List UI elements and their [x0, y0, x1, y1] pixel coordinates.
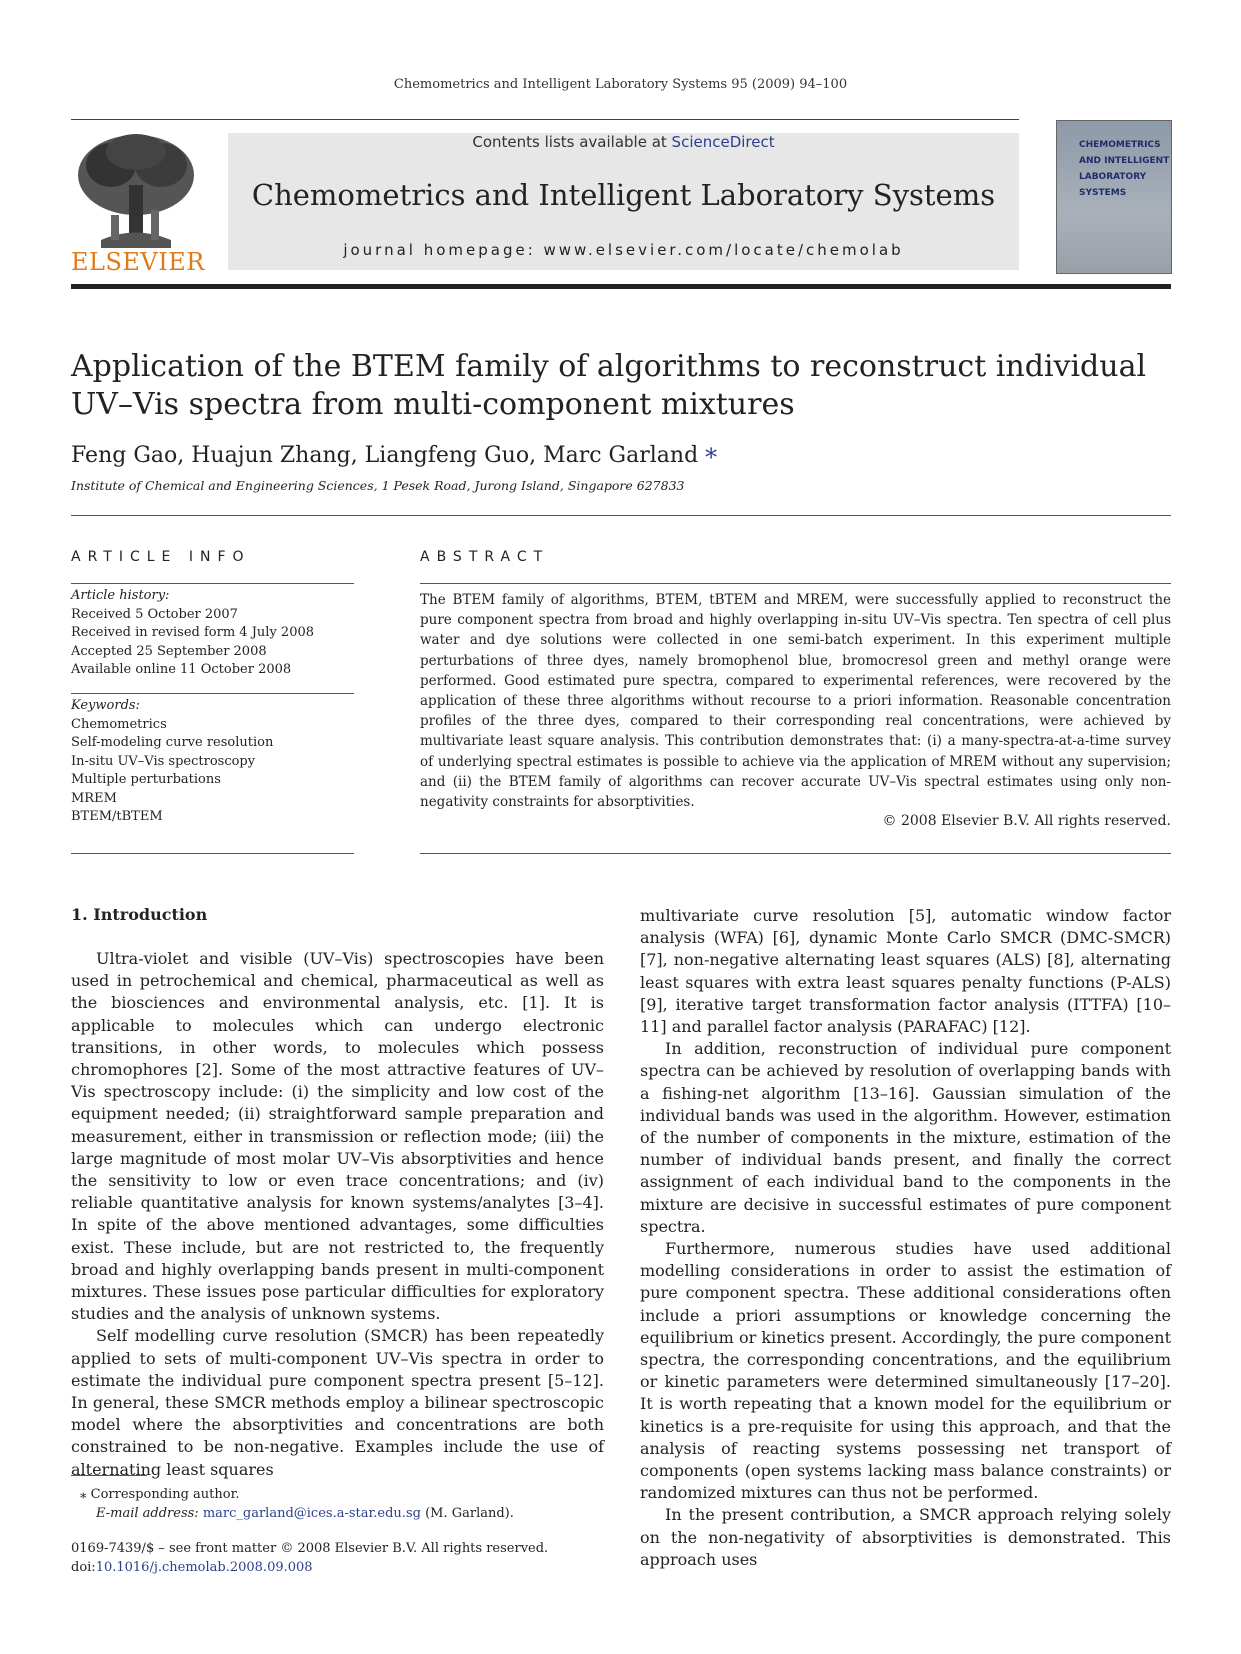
paragraph: multivariate curve resolution [5], automatic window factor analysis (WFA) [6], dynamic Monte Carlo SMCR (DMC-SMCR) [7], non-negative alternating least squares (ALS) [8], alternating least squares with extra least squares penalty functions (P-ALS) [9], iterative target transformation factor analysis (ITTFA) [10–11] and parallel factor analysis (PARAFAC) [12]. [640, 906, 1171, 1037]
cover-line: CHEMOMETRICS [1079, 140, 1161, 150]
article-history [71, 587, 354, 680]
affiliation: Institute of Chemical and Engineering Sciences, 1 Pesek Road, Jurong Island, Singapore 627833 [71, 478, 685, 493]
divider [71, 515, 1171, 516]
keywords-label: Keywords: [71, 698, 140, 713]
doi-line: doi:10.1016/j.chemolab.2008.09.008 [71, 1560, 313, 1575]
email-link[interactable]: marc_garland@ices.a-star.edu.sg [202, 1506, 421, 1521]
header-thick-rule [71, 284, 1171, 289]
cover-line: LABORATORY [1079, 172, 1147, 182]
paragraph: Self modelling curve resolution (SMCR) has been repeatedly applied to sets of multi-component UV–Vis spectra in order to estimate the individual pure component spectra present [5–12]. In general, these SMCR methods employ a bilinear spectroscopic model where the absorptivities and concentrations are both constrained to be non-negative. Examples include the use of alternating least squares [71, 1326, 604, 1479]
cover-line: AND INTELLIGENT [1079, 156, 1170, 166]
publisher-name: ELSEVIER [71, 248, 205, 276]
article-title: Application of the BTEM family of algorithms to reconstruct individual UV–Vis spectra from multi-component mixtures [71, 349, 1147, 422]
divider [420, 853, 1171, 854]
email-line: E-mail address: marc_garland@ices.a-star.edu.sg (M. Garland). [96, 1506, 514, 1521]
abstract-copyright: © 2008 Elsevier B.V. All rights reserved. [882, 813, 1171, 829]
divider [71, 693, 354, 694]
journal-banner [228, 133, 1019, 270]
paragraph: Furthermore, numerous studies have used additional modelling considerations in order to assist the estimation of pure component spectra. These additional considerations often include a priori assumptions or knowledge concerning the equilibrium or kinetics present. Accordingly, the pure component spectra, the corresponding concentrations, and the equilibrium or kinetic parameters were determined simultaneously [17–20]. It is worth repeating that a known model for the equilibrium or kinetics is a pre-requisite for using this approach, and that the analysis of reacting systems possessing net transport of components (open systems lacking mass balance constraints) or randomized mixtures can thus not be performed. [640, 1239, 1171, 1503]
keyword: Chemometrics [71, 716, 167, 732]
author-list: Feng Gao, Huajun Zhang, Liangfeng Guo, Marc Garland ⁎ [71, 436, 718, 468]
divider [71, 853, 354, 854]
corresponding-author-mark[interactable]: ⁎ [705, 436, 718, 464]
right-column [640, 905, 1171, 1571]
journal-cover-image [1056, 120, 1172, 274]
abstract-text: The BTEM family of algorithms, BTEM, tBTEM and MREM, were successfully applied to reconstruct the pure component spectra from broad and highly overlapping in-situ UV–Vis spectra. Ten spectra of cell plus water and dye solutions were collected in one semi-batch experiment. In this experiment multiple perturbations of three dyes, namely bromophenol blue, bromocresol green and methyl orange were performed. Good estimated pure spectra, compared to experimental references, were recovered by the application of these three algorithms without recourse to a priori information. Reasonable concentration profiles of the three dyes, compared to their corresponding real concentrations, were achieved by multivariate least square analysis. This contribution demonstrates that: (i) a many-spectra-at-a-time survey of underlying spectral estimates is possible to achieve via the application of MREM without any supervision; and (ii) the BTEM family of algorithms can recover accurate UV–Vis spectral estimates using only non-negativity constraints for absorptivities. [420, 592, 1171, 811]
paragraph: In addition, reconstruction of individual pure component spectra can be achieved by resolution of overlapping bands with a fishing-net algorithm [13–16]. Gaussian simulation of the individual bands was used in the algorithm. However, estimation of the number of components in the mixture, estimation of the number of individual bands present, and finally the correct assignment of each individual band to the components in the mixture are decisive in successful estimates of pure component spectra. [640, 1039, 1171, 1236]
keyword: BTEM/tBTEM [71, 809, 163, 824]
history-item: Accepted 25 September 2008 [71, 643, 267, 659]
paragraph: Ultra-violet and visible (UV–Vis) spectroscopies have been used in petrochemical and chemical, pharmaceutical as well as the biosciences and environmental analysis, etc. [1]. It is applicable to molecules which can undergo electronic transitions, in other words, to molecules which possess chromophores [2]. Some of the most attractive features of UV–Vis spectroscopy include: (i) the simplicity and low cost of the equipment needed; (ii) straightforward sample preparation and measurement, either in transmission or reflection mode; (iii) the large magnitude of most molar UV–Vis absorptivities and hence the sensitivity to low or even trace concentrations; and (iv) reliable quantitative analysis for known systems/analytes [3–4]. In spite of the above mentioned advantages, some difficulties exist. These include, but are not restricted to, the frequently broad and highly overlapping bands present in multi-component mixtures. These issues pose particular difficulties for exploratory studies and the analysis of unknown systems. [71, 949, 604, 1324]
divider [71, 583, 354, 584]
cover-line: SYSTEMS [1079, 188, 1127, 198]
sciencedirect-link[interactable]: ScienceDirect [671, 133, 775, 151]
footnote-rule [71, 1475, 147, 1476]
front-matter: 0169-7439/$ – see front matter © 2008 Elsevier B.V. All rights reserved. doi:10.1016/j.chemolab.2008.09.008 [71, 1539, 631, 1577]
running-head: Chemometrics and Intelligent Laboratory Systems 95 (2009) 94–100 [393, 77, 848, 92]
contents-line: Contents lists available at ScienceDirect [472, 133, 775, 151]
footnote-corresponding: ⁎ Corresponding author. E-mail address: marc_garland@ices.a-star.edu.sg (M. Garland). [80, 1485, 600, 1523]
journal-homepage[interactable]: journal homepage: www.elsevier.com/locate/chemolab [343, 241, 904, 259]
history-item: Available online 11 October 2008 [71, 662, 292, 677]
keyword: Self-modeling curve resolution [71, 735, 274, 750]
section-heading: 1. Introduction [71, 905, 208, 924]
history-item: Received 5 October 2007 [71, 606, 238, 622]
keyword: In-situ UV–Vis spectroscopy [71, 753, 256, 769]
article-info-heading: ARTICLE INFO [71, 549, 251, 565]
history-item: Received in revised form 4 July 2008 [71, 625, 315, 640]
journal-title: Chemometrics and Intelligent Laboratory Systems [251, 178, 996, 212]
keywords [71, 697, 354, 827]
keyword: Multiple perturbations [71, 772, 221, 787]
divider [420, 583, 1171, 584]
doi-link[interactable]: 10.1016/j.chemolab.2008.09.008 [95, 1560, 313, 1575]
history-label: Article history: [71, 588, 170, 603]
abstract-heading: ABSTRACT [420, 549, 550, 565]
elsevier-logo [71, 130, 205, 276]
left-column [71, 948, 604, 1481]
header-rule [71, 119, 1019, 120]
keyword: MREM [71, 790, 117, 806]
paragraph: In the present contribution, a SMCR approach relying solely on the non-negativity of absorptivities is demonstrated. This approach uses [640, 1505, 1171, 1569]
